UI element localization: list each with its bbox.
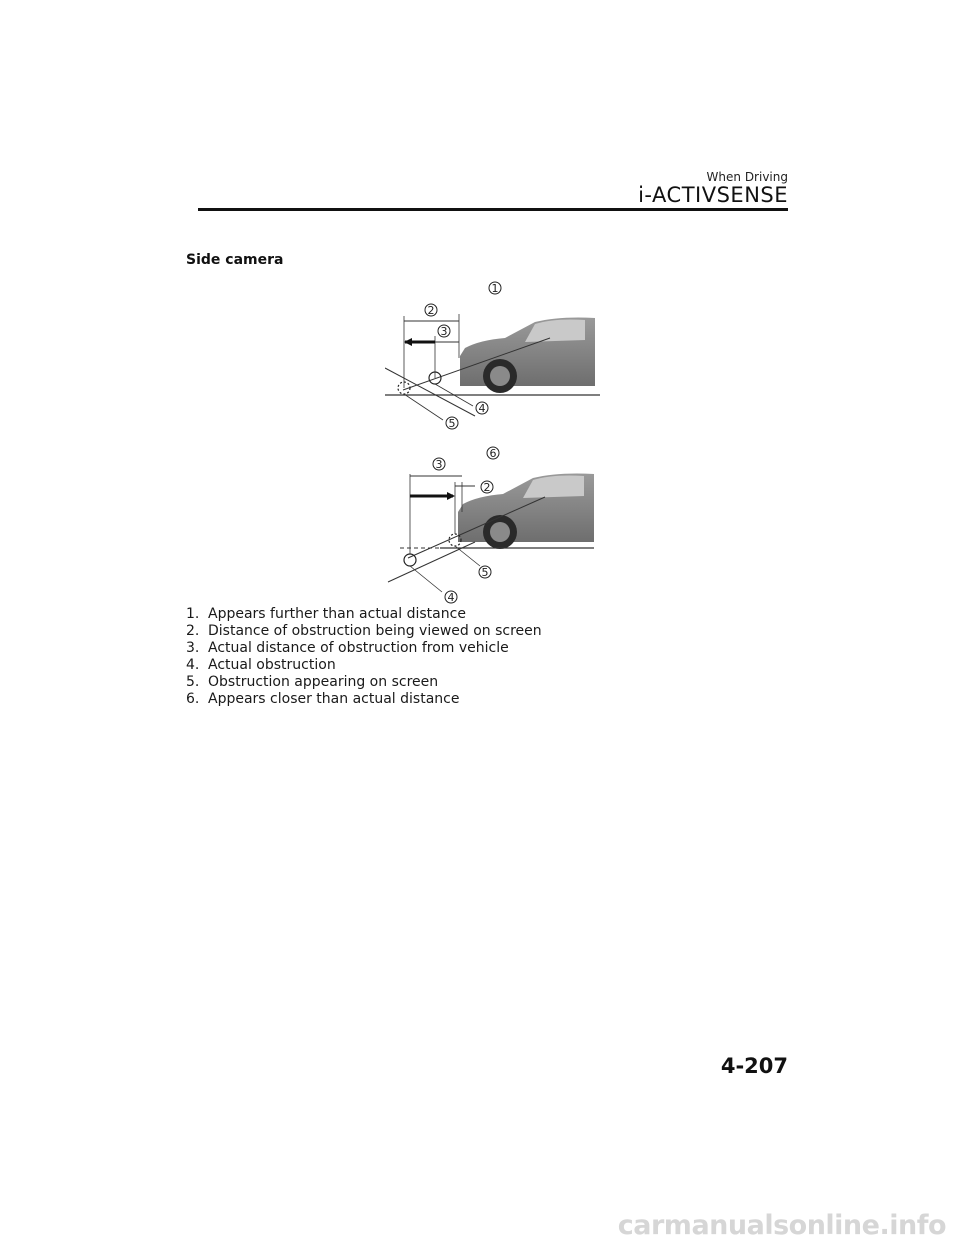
callout-5: 5 (481, 566, 489, 579)
figure-further (385, 278, 605, 433)
callout-6: 6 (489, 447, 497, 460)
callout-4: 4 (447, 591, 455, 604)
obstruction-actual (404, 554, 416, 566)
legend-item: 4. Actual obstruction (186, 657, 336, 673)
section-heading: Side camera (186, 252, 284, 268)
legend-item: 6. Appears closer than actual distance (186, 691, 460, 707)
callout-3: 3 (440, 325, 448, 338)
callout-3: 3 (435, 458, 443, 471)
callout-2: 2 (483, 481, 491, 494)
page-number: 4-207 (720, 1054, 788, 1078)
figure-closer (380, 442, 600, 604)
callout-5: 5 (448, 417, 456, 430)
callout-2: 2 (427, 304, 435, 317)
callout-4: 4 (478, 402, 486, 415)
header-rule (198, 208, 788, 211)
legend-item: 3. Actual distance of obstruction from vehicle (186, 640, 509, 656)
legend-item: 1. Appears further than actual distance (186, 606, 466, 622)
watermark: carmanualsonline.info (617, 1210, 946, 1241)
header-title: i-ACTIVSENSE (638, 183, 788, 207)
legend-item: 5. Obstruction appearing on screen (186, 674, 439, 690)
legend-item: 2. Distance of obstruction being viewed on screen (186, 623, 542, 639)
callout-1: 1 (491, 282, 499, 295)
header-section: When Driving (706, 170, 788, 184)
legend-list (186, 606, 542, 708)
